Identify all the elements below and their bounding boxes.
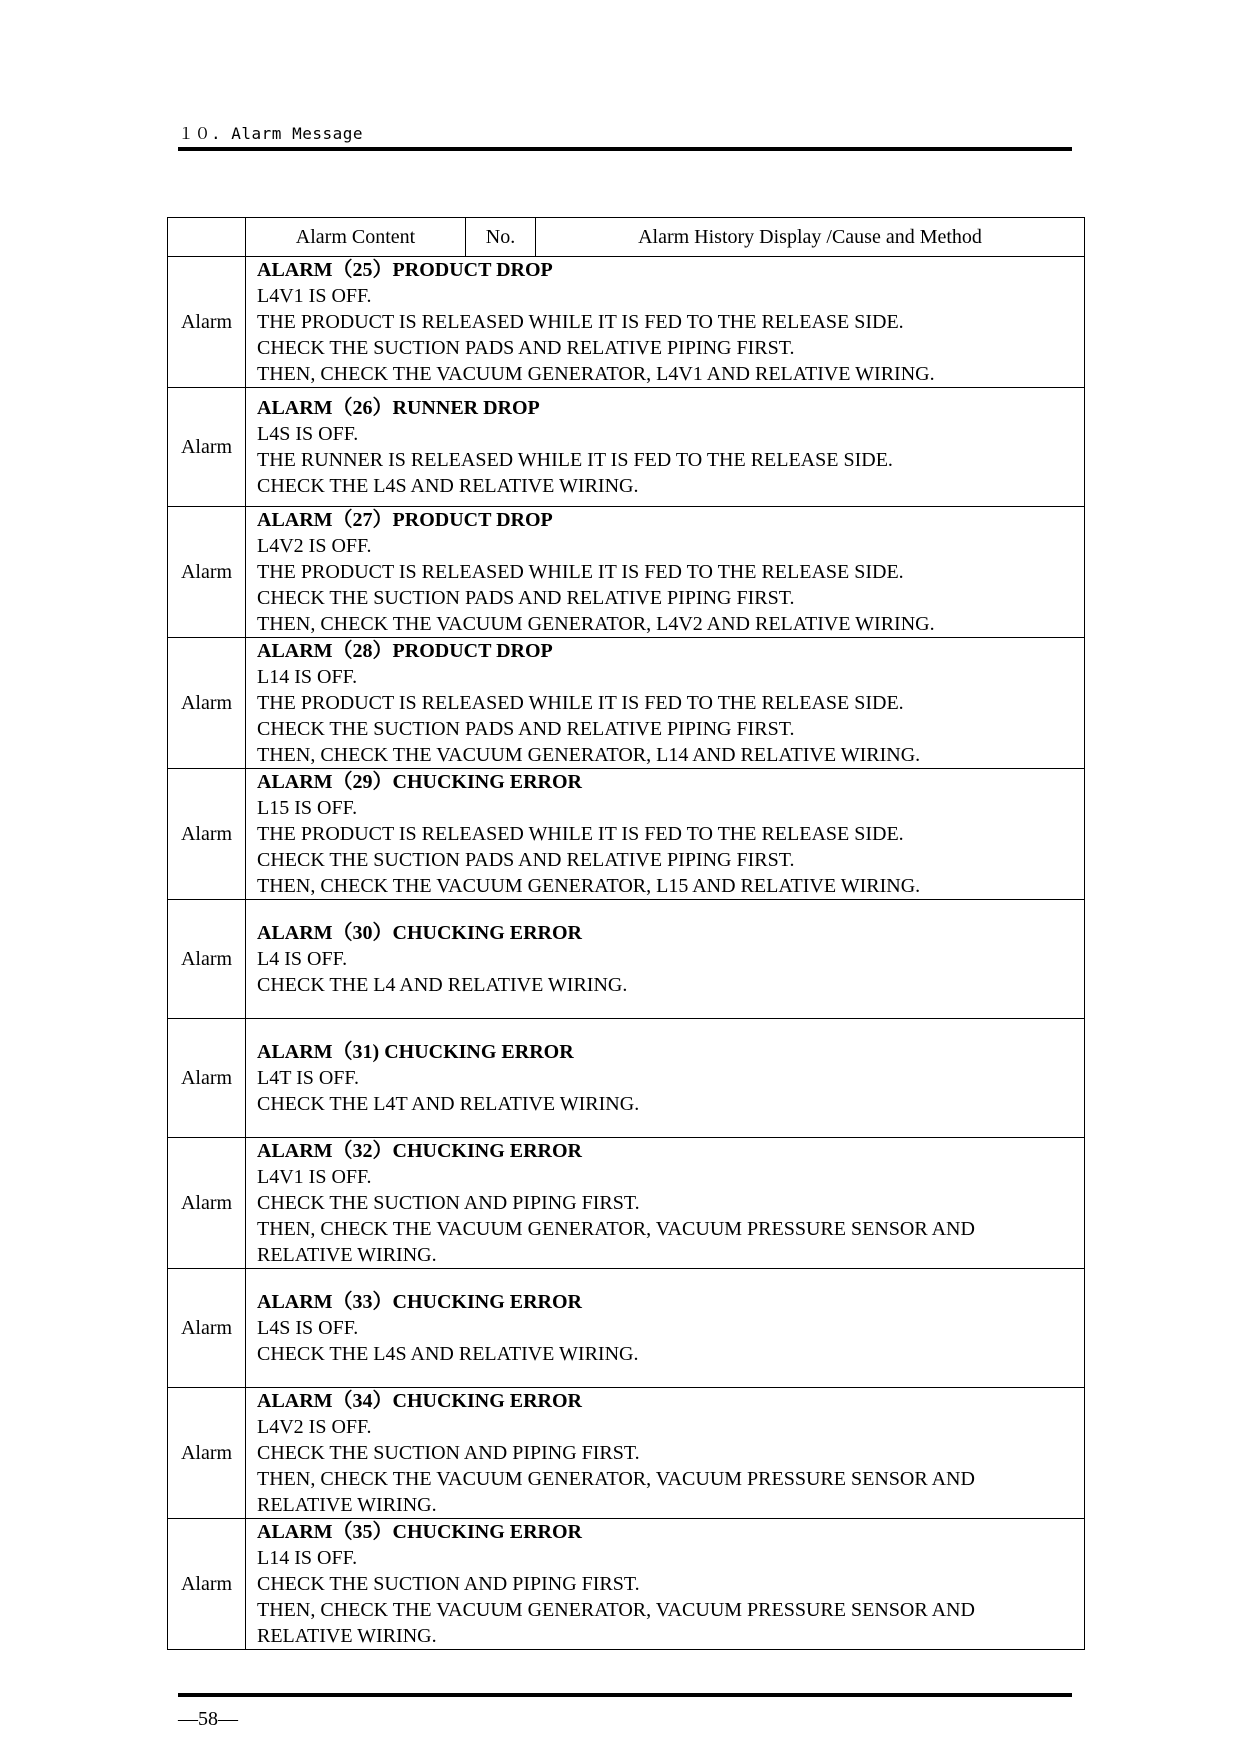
footer-rule	[178, 1693, 1072, 1697]
alarm-type-cell: Alarm	[168, 1519, 246, 1650]
alarm-type-cell: Alarm	[168, 1019, 246, 1138]
alarm-description-line: RELATIVE WIRING.	[257, 1625, 437, 1647]
alarm-type-cell: Alarm	[168, 1138, 246, 1269]
column-header-alarm-content: Alarm Content	[246, 218, 466, 256]
table-row	[168, 388, 1085, 507]
alarm-title: ALARM（33）CHUCKING ERROR	[257, 1291, 582, 1313]
alarm-table	[167, 217, 1085, 1650]
alarm-description-line: CHECK THE SUCTION PADS AND RELATIVE PIPING FIRST.	[257, 849, 795, 871]
alarm-type-cell: Alarm	[168, 638, 246, 769]
header-rule	[178, 147, 1072, 151]
header-content-cell	[246, 218, 1085, 257]
alarm-description-cell	[246, 769, 1085, 900]
alarm-description-line: L4S IS OFF.	[257, 423, 359, 445]
alarm-description-line: CHECK THE SUCTION PADS AND RELATIVE PIPING FIRST.	[257, 718, 795, 740]
alarm-type-cell: Alarm	[168, 507, 246, 638]
alarm-description-cell	[246, 1138, 1085, 1269]
alarm-description-line: THE RUNNER IS RELEASED WHILE IT IS FED TO THE RELEASE SIDE.	[257, 449, 893, 471]
alarm-description-cell	[246, 1519, 1085, 1650]
alarm-description-cell	[246, 507, 1085, 638]
alarm-description-line: THEN, CHECK THE VACUUM GENERATOR, L14 AND RELATIVE WIRING.	[257, 744, 921, 766]
alarm-description-line: THEN, CHECK THE VACUUM GENERATOR, VACUUM PRESSURE SENSOR AND	[257, 1468, 975, 1490]
alarm-description-cell	[246, 900, 1085, 1019]
alarm-description-line: CHECK THE L4S AND RELATIVE WIRING.	[257, 475, 639, 497]
alarm-type-cell: Alarm	[168, 769, 246, 900]
alarm-description-line: THE PRODUCT IS RELEASED WHILE IT IS FED TO THE RELEASE SIDE.	[257, 561, 904, 583]
alarm-description-line: L4V1 IS OFF.	[257, 1166, 372, 1188]
alarm-title: ALARM（28）PRODUCT DROP	[257, 640, 553, 662]
alarm-description-line: THEN, CHECK THE VACUUM GENERATOR, L4V1 AND RELATIVE WIRING.	[257, 363, 935, 385]
alarm-description-line: CHECK THE L4T AND RELATIVE WIRING.	[257, 1093, 640, 1115]
column-header-no: No.	[466, 218, 536, 256]
table-row	[168, 1269, 1085, 1388]
column-header-history: Alarm History Display /Cause and Method	[638, 226, 982, 248]
alarm-description-cell	[246, 1019, 1085, 1138]
alarm-description-line: CHECK THE SUCTION PADS AND RELATIVE PIPING FIRST.	[257, 337, 795, 359]
alarm-description-line: THEN, CHECK THE VACUUM GENERATOR, L15 AND RELATIVE WIRING.	[257, 875, 921, 897]
alarm-description-line: L15 IS OFF.	[257, 797, 358, 819]
table-header-row	[168, 218, 1085, 257]
table-row	[168, 1019, 1085, 1138]
alarm-description-line: CHECK THE SUCTION PADS AND RELATIVE PIPING FIRST.	[257, 587, 795, 609]
header-type-cell	[168, 218, 246, 257]
table-row	[168, 257, 1085, 388]
alarm-description-line: L4V2 IS OFF.	[257, 1416, 372, 1438]
alarm-type-cell: Alarm	[168, 1388, 246, 1519]
alarm-description-line: L4S IS OFF.	[257, 1317, 359, 1339]
alarm-type-cell: Alarm	[168, 388, 246, 507]
alarm-description-line: RELATIVE WIRING.	[257, 1244, 437, 1266]
alarm-title: ALARM（35）CHUCKING ERROR	[257, 1521, 582, 1543]
table-row	[168, 1138, 1085, 1269]
table-row	[168, 1388, 1085, 1519]
alarm-description-line: THE PRODUCT IS RELEASED WHILE IT IS FED TO THE RELEASE SIDE.	[257, 692, 904, 714]
alarm-title: ALARM（34）CHUCKING ERROR	[257, 1390, 582, 1412]
alarm-title: ALARM（26）RUNNER DROP	[257, 397, 540, 419]
page-number: —58—	[178, 1708, 238, 1730]
alarm-title: ALARM（32）CHUCKING ERROR	[257, 1140, 582, 1162]
alarm-description-line: L4V2 IS OFF.	[257, 535, 372, 557]
alarm-type-cell: Alarm	[168, 257, 246, 388]
alarm-description-line: CHECK THE SUCTION AND PIPING FIRST.	[257, 1442, 640, 1464]
alarm-description-line: THE PRODUCT IS RELEASED WHILE IT IS FED TO THE RELEASE SIDE.	[257, 311, 904, 333]
alarm-description-line: CHECK THE SUCTION AND PIPING FIRST.	[257, 1192, 640, 1214]
alarm-description-cell	[246, 1269, 1085, 1388]
alarm-description-line: L4T IS OFF.	[257, 1067, 359, 1089]
table-row	[168, 769, 1085, 900]
table-row	[168, 900, 1085, 1019]
table-row	[168, 507, 1085, 638]
alarm-type-cell: Alarm	[168, 1269, 246, 1388]
alarm-type-cell: Alarm	[168, 900, 246, 1019]
alarm-description-line: RELATIVE WIRING.	[257, 1494, 437, 1516]
page-header-title: １０. Alarm Message	[178, 124, 363, 143]
table-row	[168, 638, 1085, 769]
alarm-description-line: L14 IS OFF.	[257, 666, 358, 688]
alarm-title: ALARM（27）PRODUCT DROP	[257, 509, 553, 531]
alarm-title: ALARM（29）CHUCKING ERROR	[257, 771, 582, 793]
table-row	[168, 1519, 1085, 1650]
alarm-description-line: THEN, CHECK THE VACUUM GENERATOR, VACUUM PRESSURE SENSOR AND	[257, 1218, 975, 1240]
alarm-description-line: L4 IS OFF.	[257, 948, 348, 970]
alarm-description-line: THEN, CHECK THE VACUUM GENERATOR, L4V2 AND RELATIVE WIRING.	[257, 613, 935, 635]
alarm-description-line: THE PRODUCT IS RELEASED WHILE IT IS FED TO THE RELEASE SIDE.	[257, 823, 904, 845]
alarm-description-line: CHECK THE L4S AND RELATIVE WIRING.	[257, 1343, 639, 1365]
alarm-description-line: L4V1 IS OFF.	[257, 285, 372, 307]
alarm-title: ALARM（31) CHUCKING ERROR	[257, 1041, 574, 1063]
alarm-description-cell	[246, 257, 1085, 388]
alarm-description-line: CHECK THE SUCTION AND PIPING FIRST.	[257, 1573, 640, 1595]
alarm-description-line: CHECK THE L4 AND RELATIVE WIRING.	[257, 974, 628, 996]
alarm-description-cell	[246, 638, 1085, 769]
alarm-description-cell	[246, 1388, 1085, 1519]
alarm-description-line: THEN, CHECK THE VACUUM GENERATOR, VACUUM PRESSURE SENSOR AND	[257, 1599, 975, 1621]
alarm-description-cell	[246, 388, 1085, 507]
alarm-description-line: L14 IS OFF.	[257, 1547, 358, 1569]
alarm-title: ALARM（30）CHUCKING ERROR	[257, 922, 582, 944]
alarm-title: ALARM（25）PRODUCT DROP	[257, 259, 553, 281]
